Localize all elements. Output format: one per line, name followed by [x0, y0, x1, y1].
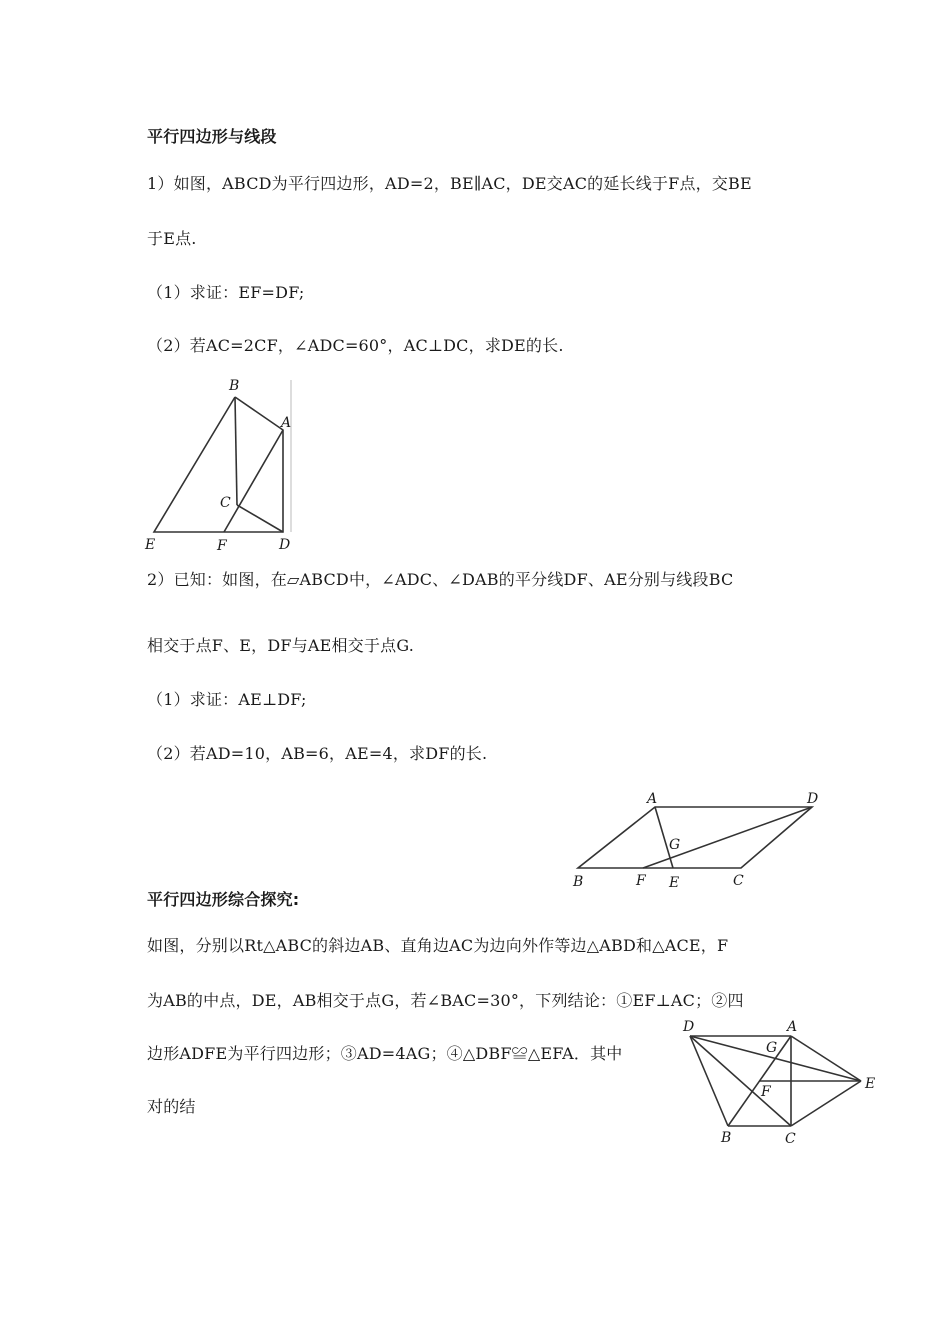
- label-e: E: [865, 1076, 876, 1092]
- label-c: C: [785, 1131, 796, 1147]
- label-b: B: [721, 1130, 732, 1146]
- problem2-text-line1: 2）已知：如图，在▱ABCD中，∠ADC、∠DAB的平分线DF、AE分别与线段BC: [147, 570, 734, 589]
- problem1-figure: [140, 372, 300, 557]
- label-c: C: [733, 873, 744, 889]
- label-f: F: [761, 1084, 771, 1100]
- label-a: A: [647, 791, 658, 807]
- section2-text-line2: 为AB的中点，DE，AB相交于点G，若∠BAC=30°，下列结论：①EF⊥AC；②四: [147, 991, 744, 1010]
- label-b: B: [229, 378, 240, 394]
- section-heading-segments: 平行四边形与线段: [147, 127, 277, 146]
- problem1-text-line2: 于E点.: [147, 229, 197, 248]
- segment-db: [690, 1036, 728, 1126]
- label-d: D: [279, 537, 291, 553]
- section2-text-line4: 对的结: [147, 1097, 196, 1116]
- label-g: G: [766, 1040, 778, 1056]
- label-b: B: [573, 874, 584, 890]
- problem1-part2: （2）若AC=2CF，∠ADC=60°，AC⊥DC，求DE的长.: [147, 336, 564, 355]
- label-e: E: [669, 875, 680, 891]
- problem2-part2: （2）若AD=10，AB=6，AE=4，求DF的长.: [147, 744, 488, 763]
- segment-ae: [791, 1036, 861, 1081]
- problem2-figure: [565, 786, 840, 896]
- section2-figure: [675, 1014, 885, 1149]
- problem1-text-line1: 1）如图，ABCD为平行四边形，AD=2，BE∥AC，DE交AC的延长线于F点，交BE: [147, 174, 752, 193]
- label-d: D: [807, 791, 819, 807]
- section-heading-comprehensive: 平行四边形综合探究:: [147, 890, 300, 909]
- segment-cd: [237, 505, 283, 532]
- label-f: F: [636, 873, 646, 889]
- segment-bc: [235, 397, 237, 505]
- label-a: A: [281, 415, 292, 431]
- problem1-part1: （1）求证：EF=DF;: [147, 283, 305, 302]
- label-d: D: [683, 1019, 695, 1035]
- label-c: C: [220, 495, 231, 511]
- section2-text-line3: 边形ADFE为平行四边形；③AD=4AG；④△DBF≌△EFA．其中: [147, 1044, 623, 1063]
- label-e: E: [145, 537, 156, 553]
- problem2-part1: （1）求证：AE⊥DF;: [147, 690, 307, 709]
- parallelogram-abcd: [578, 807, 812, 868]
- label-f: F: [217, 538, 227, 554]
- section2-text-line1: 如图，分别以Rt△ABC的斜边AB、直角边AC为边向外作等边△ABD和△ACE，F: [147, 936, 729, 955]
- label-g: G: [669, 837, 681, 853]
- label-a: A: [787, 1019, 798, 1035]
- problem2-text-line2: 相交于点F、E，DF与AE相交于点G.: [147, 636, 415, 655]
- segment-ce: [791, 1081, 861, 1126]
- segment-af: [224, 430, 283, 532]
